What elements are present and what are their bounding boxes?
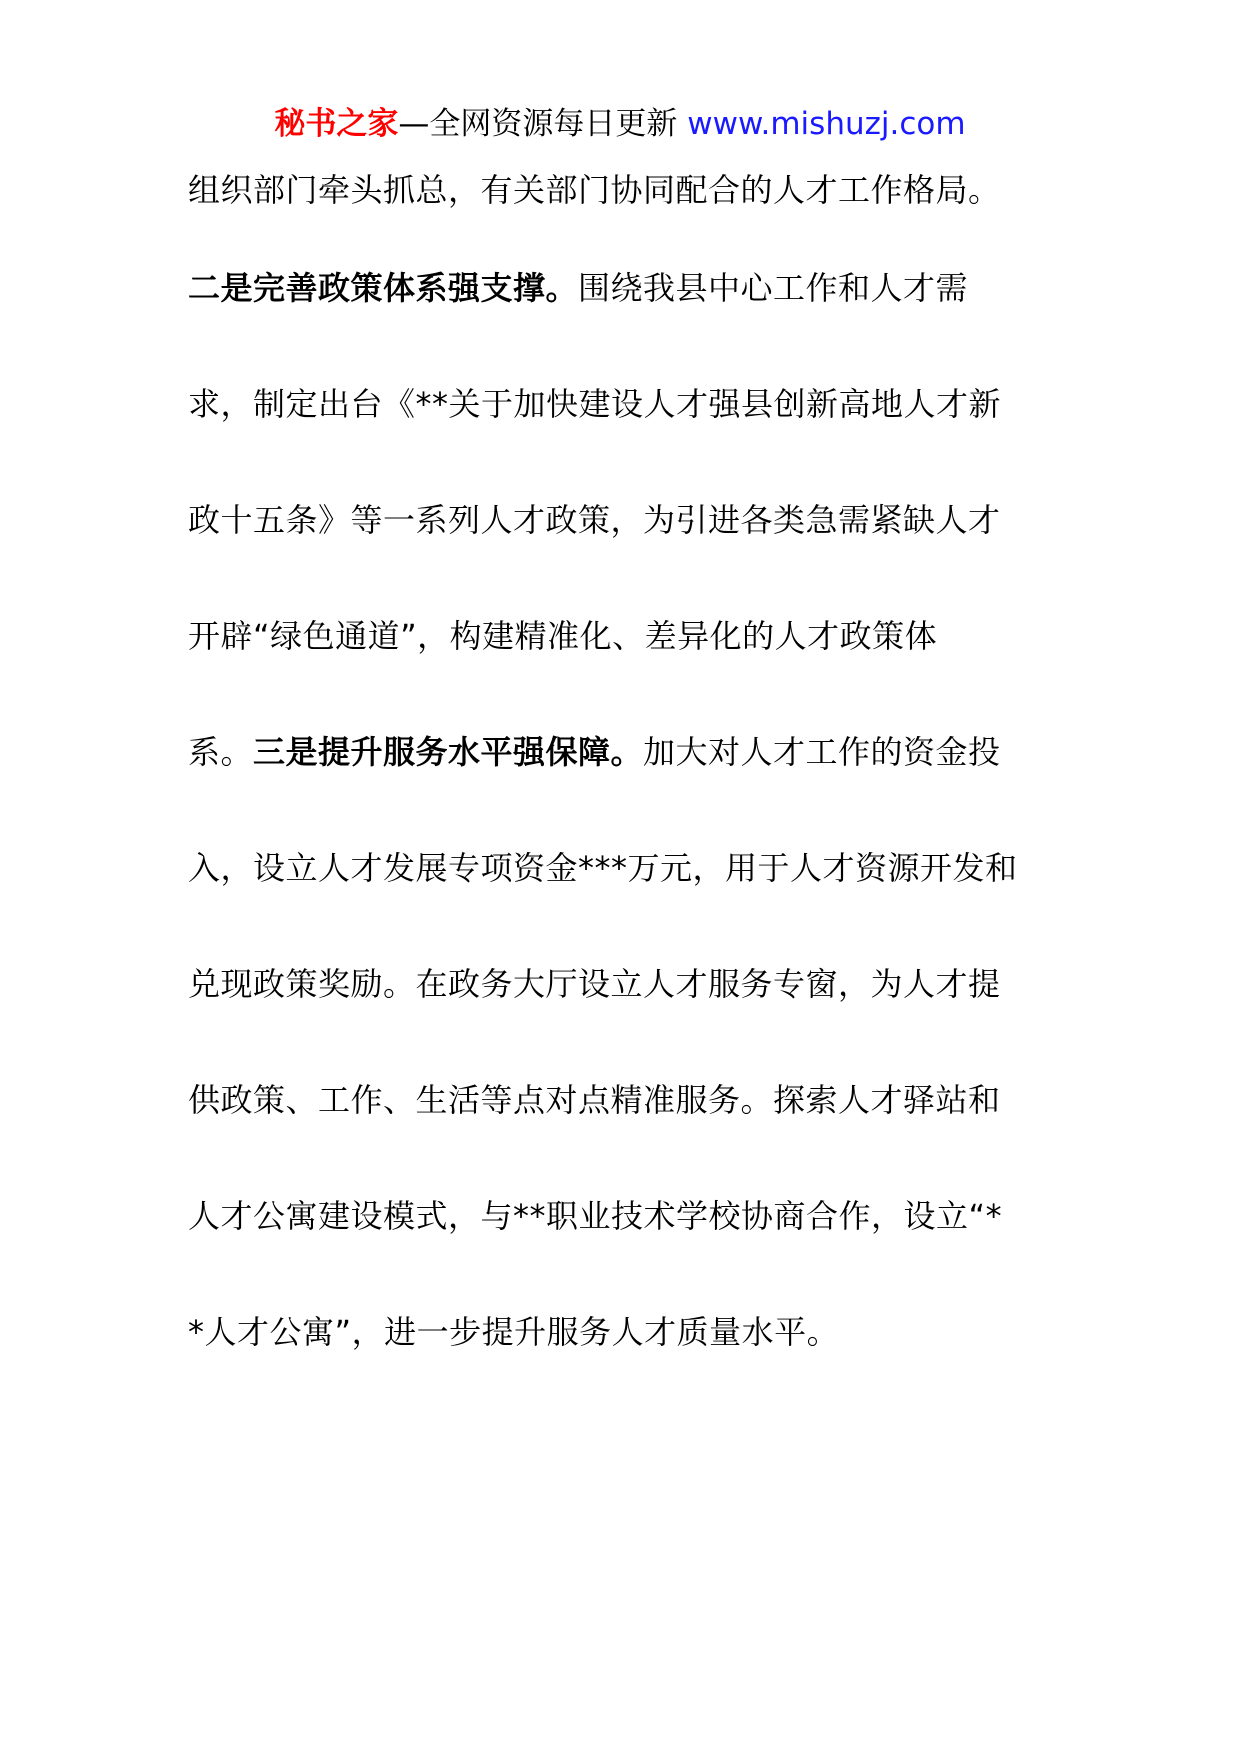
line-text: 开辟“绿色通道”，构建精准化、差异化的人才政策体 [188, 617, 938, 655]
paragraph-line [188, 727, 1058, 777]
paragraph-line [188, 1307, 1058, 1357]
line-text: 兑现政策奖励。在政务大厅设立人才服务专窗，为人才提 [188, 965, 1001, 1003]
section-heading-bold: 三是提升服务水平强保障。 [253, 733, 644, 771]
line-text: 政十五条》等一系列人才政策，为引进各类急需紧缺人才 [188, 501, 1001, 539]
paragraph-line [188, 959, 1058, 1009]
line-text: 加大对人才工作的资金投 [643, 733, 1001, 771]
line-text: 组织部门牵头抓总，有关部门协同配合的人才工作格局。 [188, 171, 1001, 209]
paragraph-line [188, 495, 1058, 545]
paragraph-line [188, 379, 1058, 429]
site-header [0, 102, 1240, 146]
header-tagline: —全网资源每日更新 [398, 106, 688, 142]
paragraph-line [188, 165, 1058, 215]
line-text: 入，设立人才发展专项资金***万元，用于人才资源开发和 [188, 849, 1018, 887]
paragraph-line [188, 843, 1058, 893]
line-text: 供政策、工作、生活等点对点精准服务。探索人才驿站和 [188, 1081, 1001, 1119]
paragraph-line [188, 263, 1058, 313]
paragraph-line [188, 611, 1058, 661]
line-text: 围绕我县中心工作和人才需 [578, 269, 969, 307]
section-heading-bold: 二是完善政策体系强支撑。 [188, 269, 579, 307]
paragraph-line [188, 1191, 1058, 1241]
site-url-link[interactable]: www.mishuzj.com [687, 106, 966, 142]
paragraph-line [188, 1075, 1058, 1125]
line-prefix: 系。 [188, 733, 254, 771]
line-text: *人才公寓”，进一步提升服务人才质量水平。 [188, 1313, 840, 1351]
line-text: 人才公寓建设模式，与**职业技术学校协商合作，设立“* [188, 1197, 1003, 1235]
brand-name: 秘书之家 [274, 106, 399, 142]
line-text: 求，制定出台《**关于加快建设人才强县创新高地人才新 [188, 385, 1002, 423]
